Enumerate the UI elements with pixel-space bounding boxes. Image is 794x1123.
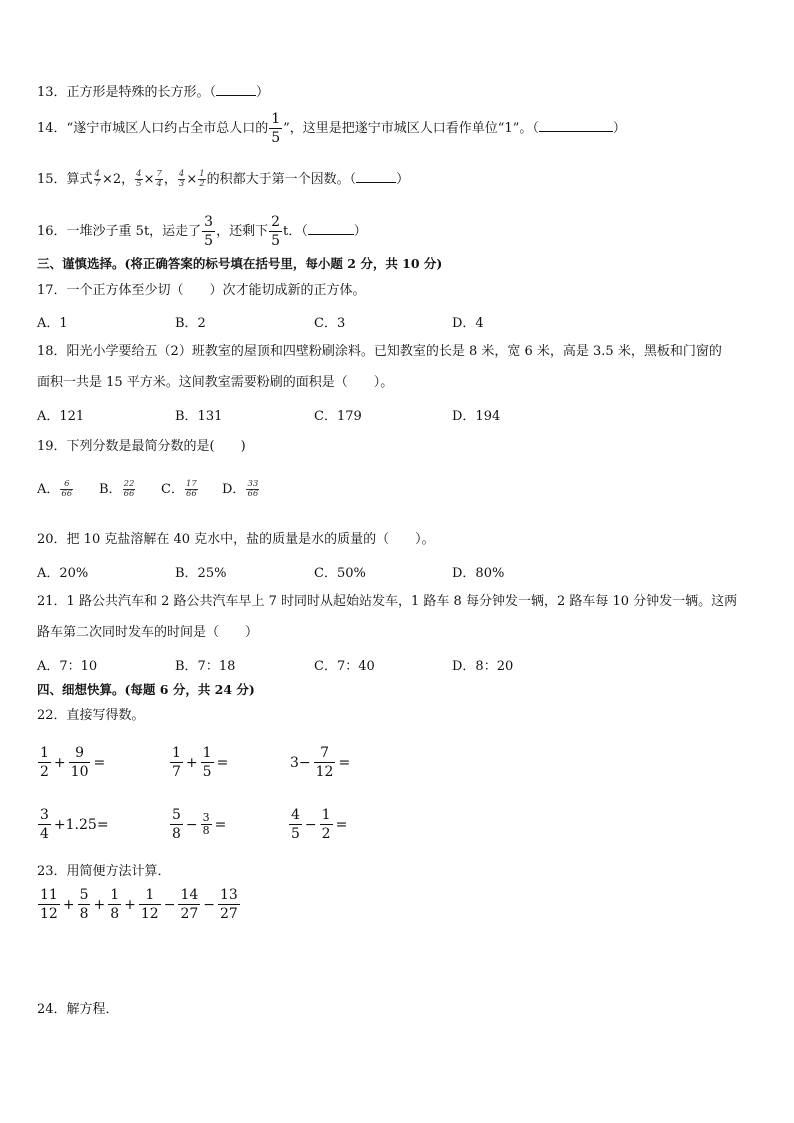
expression-4: [37, 806, 111, 843]
numerator: 7: [156, 169, 162, 179]
equals-sign: =: [338, 754, 351, 771]
option-c[interactable]: C．179: [314, 409, 362, 424]
operator: +: [185, 754, 198, 771]
option-label: A．: [37, 482, 60, 497]
fraction: [269, 213, 282, 250]
option-a[interactable]: A．1: [37, 316, 68, 331]
option-b[interactable]: B．25%: [175, 566, 227, 581]
question-15: [37, 170, 409, 189]
fraction: [185, 480, 198, 499]
option-b[interactable]: B．7：18: [175, 659, 236, 674]
denominator: 5: [204, 233, 214, 249]
denominator: 8: [202, 824, 210, 837]
numerator: 1: [110, 887, 120, 903]
operator: −: [163, 896, 176, 913]
question-16-text: 16．一堆沙子重 5t，运走了: [37, 224, 202, 239]
numerator: 7: [314, 744, 336, 763]
expression-1: [37, 744, 107, 781]
operator: −: [203, 896, 215, 913]
question-24: 24．解方程．: [37, 1002, 119, 1017]
denominator: 12: [140, 906, 159, 922]
expression-2: [169, 744, 230, 781]
option-b[interactable]: B．131: [175, 409, 223, 424]
numerator: 22: [123, 479, 135, 489]
denominator: 4: [40, 826, 49, 842]
question-13-text: 13．正方形是特殊的长方形。（: [37, 85, 217, 100]
numerator: 4: [291, 807, 300, 823]
fraction: [69, 744, 91, 781]
fraction: [123, 480, 136, 499]
option-d[interactable]: D．80%: [452, 566, 505, 581]
question-21-line-1: 21．1 路公共汽车和 2 路公共汽车早上 7 时同时从起始站发车，1 路车 8 每分钟发一辆，2 路车每 10 分钟发一辆。这两: [37, 594, 738, 609]
numerator: 11: [40, 887, 58, 903]
fraction: [94, 170, 101, 189]
equals-sign: =: [335, 816, 348, 833]
option-b[interactable]: B．2: [175, 316, 206, 331]
option-label: D．: [222, 482, 246, 497]
numerator: 2: [271, 214, 281, 230]
option-a[interactable]: [37, 478, 74, 499]
operator: +: [93, 896, 106, 913]
denominator: 5: [271, 130, 281, 146]
fraction: [38, 806, 51, 843]
question-17: 17．一个正方体至少切（ ）次才能切成新的正方体。: [37, 283, 366, 298]
denominator: 27: [180, 906, 199, 922]
question-22: 22．直接写得数。: [37, 708, 145, 723]
question-19: 19．下列分数是最简分数的是( ): [37, 439, 246, 454]
question-16-text-3: t．（: [283, 224, 308, 239]
denominator: 66: [61, 489, 73, 499]
denominator: 2: [199, 179, 205, 189]
operator: ×: [186, 172, 198, 187]
operand: 3−: [290, 754, 311, 771]
question-16: [37, 213, 367, 250]
question-14-text: 14．“遂宁市城区人口约占全市总人口的: [37, 121, 269, 136]
operator: +: [124, 896, 136, 913]
option-d[interactable]: D．8：20: [452, 659, 514, 674]
operator: +: [62, 896, 75, 913]
bracket-close: ）: [256, 85, 270, 100]
option-a[interactable]: A．121: [37, 409, 85, 424]
numerator: 1: [202, 745, 212, 761]
bracket-close: ）: [396, 172, 410, 187]
question-23: 23．用简便方法计算．: [37, 864, 171, 879]
fraction: [170, 744, 183, 781]
operator: ×: [143, 172, 155, 187]
denominator: 12: [40, 906, 58, 922]
option-c[interactable]: C．50%: [314, 566, 366, 581]
expression-5: [169, 806, 228, 843]
option-label: C．: [161, 482, 184, 497]
fraction: [269, 110, 282, 147]
question-20: 20．把 10 克盐溶解在 40 克水中，盐的质量是水的质量的（ ）。: [37, 532, 435, 547]
bracket-close: ）: [353, 224, 367, 239]
operator: −: [304, 816, 317, 833]
fraction: [202, 213, 215, 250]
numerator: 4: [94, 169, 100, 179]
expression-23: [37, 886, 241, 923]
fraction: [201, 812, 212, 837]
numerator: 1: [271, 111, 281, 127]
bracket-close: ）: [612, 121, 626, 136]
fraction: [155, 170, 162, 189]
operator: ×2，: [101, 172, 135, 187]
question-18-line-2: 面积一共是 15 平方米。这间教室需要粉刷的面积是（ ）。: [37, 375, 394, 390]
numerator: 9: [69, 744, 91, 763]
numerator: 1: [172, 745, 181, 761]
fraction: [38, 744, 51, 781]
option-d[interactable]: D．194: [452, 409, 501, 424]
expression-6: [288, 806, 349, 843]
denominator: 7: [172, 764, 181, 780]
option-d[interactable]: [222, 478, 260, 499]
fraction: [314, 744, 336, 781]
fraction: [60, 480, 73, 499]
option-c[interactable]: [161, 478, 199, 499]
fraction: [178, 886, 200, 923]
denominator: 66: [123, 489, 135, 499]
fraction: [198, 170, 205, 189]
fraction: [178, 170, 185, 189]
operator: −: [185, 816, 198, 833]
denominator: 5: [291, 826, 300, 842]
numerator: 4: [178, 169, 185, 179]
numerator: 6: [60, 480, 73, 490]
numerator: 33: [247, 479, 259, 489]
numerator: 14: [180, 887, 199, 903]
section-4-heading: 四、细想快算。(每题 6 分，共 24 分): [37, 682, 255, 697]
numerator: 1: [321, 807, 331, 823]
denominator: 8: [79, 906, 89, 922]
denominator: 8: [110, 906, 120, 922]
numerator: 1: [199, 169, 205, 179]
operator: +: [53, 754, 66, 771]
fraction: [201, 744, 214, 781]
answer-blank-15[interactable]: [356, 170, 396, 183]
denominator: 10: [70, 764, 89, 780]
denominator: 7: [94, 179, 100, 189]
numerator: 1: [139, 886, 161, 905]
fraction: [108, 886, 121, 923]
numerator: 5: [172, 807, 181, 823]
denominator: 12: [315, 764, 334, 780]
equals-sign: =: [216, 754, 229, 771]
numerator: 5: [79, 887, 89, 903]
answer-blank-13[interactable]: [216, 83, 256, 96]
expression-3: [288, 744, 352, 781]
numerator: 13: [220, 887, 238, 903]
denominator: 27: [220, 906, 238, 922]
question-18-line-1: 18．阳光小学要给五（2）班教室的屋顶和四壁粉刷涂料。已知教室的长是 8 米，宽 6 米，高是 3.5 米，黑板和门窗的: [37, 344, 722, 359]
option-c[interactable]: C．7：40: [314, 659, 375, 674]
numerator: 3: [40, 807, 49, 823]
question-16-text-2: ，还剩下: [216, 224, 269, 239]
option-b[interactable]: [99, 478, 136, 499]
fraction: [170, 806, 183, 843]
numerator: 17: [185, 479, 197, 489]
equals-sign: =: [93, 754, 106, 771]
question-14: [37, 110, 626, 147]
equals-sign: =: [214, 816, 227, 833]
numerator: 4: [136, 169, 142, 179]
question-15-text: 15．算式: [37, 172, 93, 187]
denominator: 8: [172, 826, 181, 842]
numerator: 1: [40, 745, 49, 761]
denominator: 2: [321, 826, 331, 842]
question-21-line-2: 路车第二次同时发车的时间是（ ）: [37, 625, 259, 640]
fraction: [320, 806, 333, 843]
option-a[interactable]: A．7：10: [37, 659, 98, 674]
answer-blank-14[interactable]: [539, 119, 613, 132]
fraction: [218, 886, 240, 923]
fraction: [38, 886, 60, 923]
fraction: [139, 886, 161, 923]
denominator: 3: [178, 179, 185, 189]
option-d[interactable]: D．4: [452, 316, 484, 331]
denominator: 5: [136, 179, 142, 189]
fraction: [246, 480, 259, 499]
option-a[interactable]: A．20%: [37, 566, 89, 581]
question-15-text-2: 的积都大于第一个因数。（: [206, 172, 357, 187]
option-label: B．: [99, 482, 122, 497]
section-3-heading: 三、谨慎选择。(将正确答案的标号填在括号里，每小题 2 分，共 10 分): [37, 256, 443, 271]
operator: +1.25=: [53, 816, 109, 833]
denominator: 5: [271, 233, 281, 249]
denominator: 66: [247, 489, 259, 499]
numerator: 3: [202, 811, 210, 824]
answer-blank-16[interactable]: [308, 222, 354, 235]
fraction: [135, 170, 142, 189]
denominator: 66: [185, 489, 197, 499]
question-13: [37, 83, 269, 102]
numerator: 3: [204, 214, 214, 230]
denominator: 2: [40, 764, 49, 780]
question-14-text-2: ”，这里是把遂宁市城区人口看作单位“1”。（: [283, 121, 539, 136]
fraction: [78, 886, 91, 923]
denominator: 4: [156, 179, 162, 189]
separator: ，: [163, 172, 177, 187]
option-c[interactable]: C．3: [314, 316, 346, 331]
denominator: 5: [202, 764, 212, 780]
fraction: [289, 806, 302, 843]
